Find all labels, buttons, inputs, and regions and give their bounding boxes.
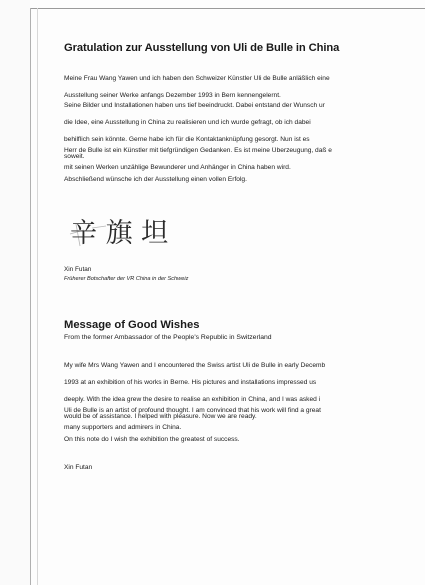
german-paragraph-4 xyxy=(64,167,425,193)
page-edge-top xyxy=(30,8,425,9)
text-line: Herr de Bulle ist ein Künstler mit tiefgründigen Gedanken. Es ist meine Überzeugung, daß e xyxy=(64,146,332,154)
german-signer-name: Xin Futan xyxy=(64,266,92,273)
text-line: Seine Bilder und Installationen haben uns tief beeindruckt. Dabei entstand der Wunsch ur xyxy=(64,101,325,109)
text-line: deeply. With the idea grew the desire to realise an exhibition in China, and I was asked i xyxy=(64,395,321,403)
page-edge-left xyxy=(30,8,31,585)
text-line: mit seinen Werken unzählige Bewunderer und Anhänger in China haben wird. xyxy=(64,163,291,171)
german-title: Gratulation zur Ausstellung von Uli de Bulle in China xyxy=(64,42,340,54)
text-line: would be of assistance. I helped with pleasure. Now we are ready. xyxy=(64,412,257,420)
text-line: behilflich sein könnte. Gerne habe ich für die Kontaktanknüpfung gesorgt. Nun ist es xyxy=(64,135,310,143)
english-subtitle: From the former Ambassador of the People's Republic in Switzerland xyxy=(64,334,272,341)
english-paragraph-3 xyxy=(64,427,425,453)
page-edge-inner xyxy=(37,8,38,585)
text-line: 1993 at an exhibition of his works in Berne. His pictures and installations impressed us xyxy=(64,378,317,386)
text-line: Uli de Bulle is an artist of profound thought. I am convinced that his work will find a great xyxy=(64,406,321,414)
german-signer-role: Früherer Botschafter der VR China in der Schweiz xyxy=(64,276,189,282)
english-title: Message of Good Wishes xyxy=(64,319,200,331)
page-spine xyxy=(0,0,30,585)
text-line: Abschließend wünsche ich der Ausstellung einen vollen Erfolg. xyxy=(64,175,247,183)
text-line: Meine Frau Wang Yawen und ich haben den Schweizer Künstler Uli de Bulle anläßlich eine xyxy=(64,74,330,82)
signature-glyphs: 辛 旗 坦 xyxy=(70,218,169,249)
text-line: My wife Mrs Wang Yawen and I encountered the Swiss artist Uli de Bulle in early Decemb xyxy=(64,361,326,369)
handwritten-signature xyxy=(64,206,174,256)
text-line: soweit. xyxy=(64,152,85,160)
text-line: many supporters and admirers in China. xyxy=(64,423,182,431)
text-line: Ausstellung seiner Werke anfangs Dezember 1993 in Bern kennengelernt. xyxy=(64,91,281,99)
text-line: die Idee, eine Ausstellung in China zu realisieren und ich wurde gefragt, ob ich dabei xyxy=(64,118,311,126)
english-signer-name: Xin Futan xyxy=(64,464,93,471)
text-line: On this note do I wish the exhibition the greatest of success. xyxy=(64,435,240,443)
